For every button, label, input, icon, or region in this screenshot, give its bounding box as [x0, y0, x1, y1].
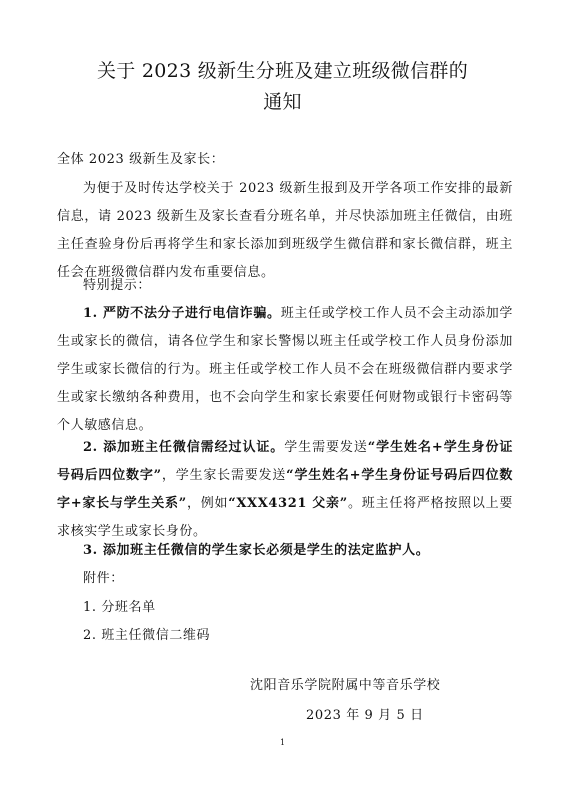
- tip-item-1-heading: 1. 严防不法分子进行电信诈骗。: [83, 306, 281, 321]
- tip-item-2-quote-2: “学生姓名+学生身份证号码后四位数字+家长与学生关系”: [57, 468, 514, 511]
- attachment-item: 1. 分班名单: [83, 600, 156, 615]
- salutation: 全体 2023 级新生及家长：: [57, 152, 225, 167]
- tip-item-1: [57, 300, 513, 440]
- signer-organization: 沈阳音乐学院附属中等音乐学校: [250, 678, 441, 693]
- attachments-label: 附件：: [83, 571, 124, 586]
- document-title-line2: 通知: [263, 91, 302, 113]
- issue-date: 2023 年 9 月 5 日: [306, 708, 424, 723]
- tip-item-1-body: 班主任或学校工作人员不会主动添加学生或家长的微信，请各位学生和家长警惕以班主任或学校工作人员身份添加学生或家长微信的行为。班主任或学校工作人员不会在班级微信群内要求学生或家长缴纳各种费用，也不会向学生和家长索要任何财物或银行卡密码等个人敏感信息。: [57, 306, 514, 433]
- tip-item-2-heading: 2. 添加班主任微信需经过认证。: [83, 440, 285, 455]
- tip-item-2-text-1: 学生需要发送: [284, 440, 368, 455]
- tip-item-2-text-3: ，例如: [186, 496, 229, 511]
- intro-paragraph: 为便于及时传达学校关于 2023 级新生报到及开学各项工作安排的最新信息，请 2023 级新生及家长查看分班名单，并尽快添加班主任微信，由班主任查验身份后再将学生和家长添加到班级学生微信群和家长微信群，班主任会在班级微信群内发布重要信息。: [57, 181, 513, 280]
- tip-item-2-text-2: ，学生家长需要发送: [161, 468, 287, 483]
- tip-item-3: 3. 添加班主任微信的学生家长必须是学生的法定监护人。: [83, 543, 430, 558]
- tip-item-2: [57, 434, 513, 546]
- page-number: 1: [279, 738, 286, 747]
- special-tips-label: 特别提示：: [83, 278, 152, 293]
- attachment-item: 2. 班主任微信二维码: [83, 628, 211, 643]
- document-title-line1: 关于 2023 级新生分班及建立班级微信群的: [96, 60, 469, 82]
- tip-item-2-quote-1: “学生姓名+学生身份证号码后四位数字”: [57, 440, 513, 483]
- tip-item-2-text-4: 。班主任将严格按照以上要求核实学生或家长身份。: [57, 496, 513, 539]
- tip-item-2-quote-3: “XXX4321 父亲”: [228, 496, 348, 511]
